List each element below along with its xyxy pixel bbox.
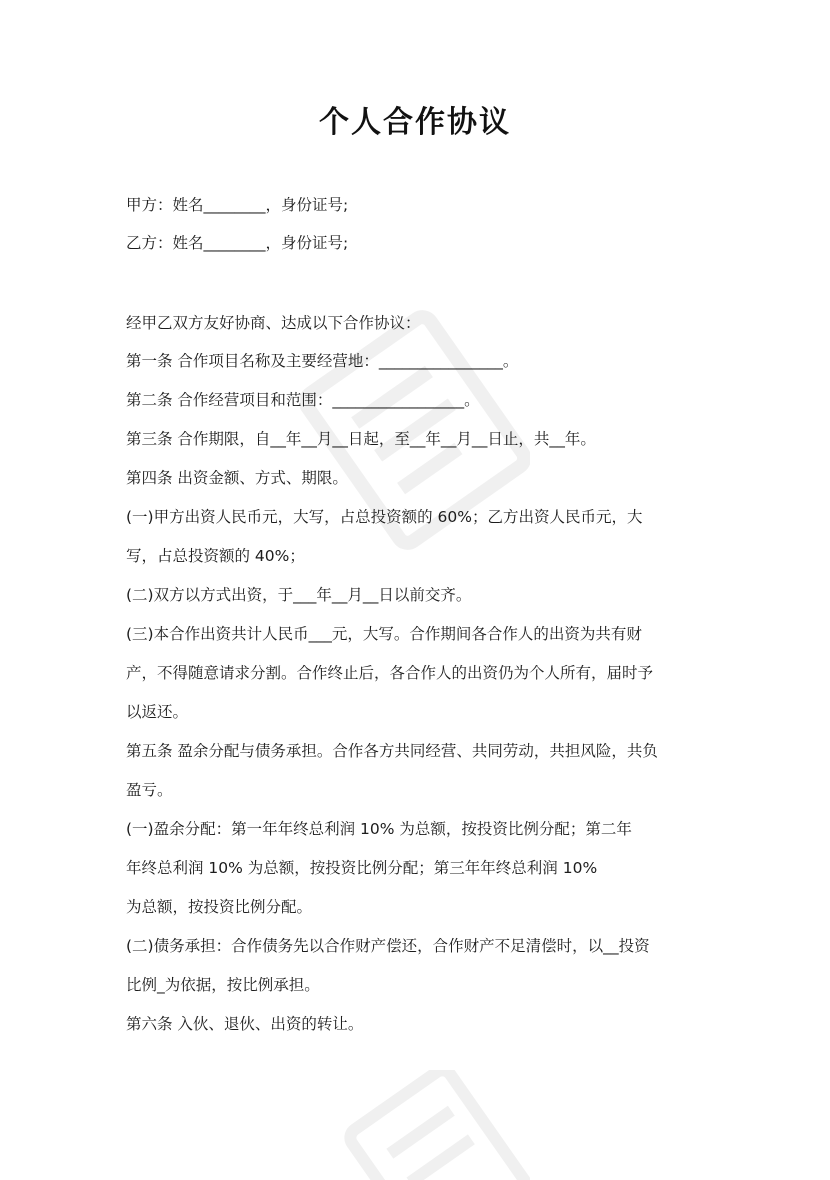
article-5-item-1-line-1: (一)盈余分配：第一年年终总利润 10% 为总额，按投资比例分配；第二年 [126, 820, 632, 838]
watermark-logo-icon-bottom [330, 1070, 530, 1180]
article-4-item-3-line-1: (三)本合作出资共计人民币___元，大写。合作期间各合作人的出资为共有财 [126, 625, 642, 643]
article-3: 第三条 合作期限，自__年__月__日起，至__年__月__日止，共__年。 [126, 430, 596, 448]
article-2: 第二条 合作经营项目和范围：_________________。 [126, 391, 480, 409]
party-b-line: 乙方：姓名________，身份证号; [126, 234, 349, 252]
article-5-item-1-line-2: 年终总利润 10% 为总额，按投资比例分配；第三年年终总利润 10% [126, 859, 598, 877]
article-4-item-3-line-2: 产，不得随意请求分割。合作终止后，各合作人的出资仍为个人所有，届时予 [126, 664, 654, 682]
article-4: 第四条 出资金额、方式、期限。 [126, 469, 348, 487]
article-5-item-2-line-1: (二)债务承担：合作债务先以合作财产偿还，合作财产不足清偿时，以__投资 [126, 937, 650, 955]
article-4-item-3-line-3: 以返还。 [126, 703, 189, 721]
article-4-item-1-line-2: 写，占总投资额的 40%； [126, 547, 305, 565]
article-4-item-2: (二)双方以方式出资，于___年__月__日以前交齐。 [126, 586, 472, 604]
article-5-item-2-line-2: 比例_为依据，按比例承担。 [126, 976, 320, 994]
article-1: 第一条 合作项目名称及主要经营地：________________。 [126, 352, 519, 370]
article-5-line-2: 盈亏。 [126, 781, 173, 799]
article-4-item-1-line-1: (一)甲方出资人民币元，大写，占总投资额的 60%；乙方出资人民币元，大 [126, 508, 643, 526]
document-title: 个人合作协议 [319, 105, 511, 140]
article-6: 第六条 入伙、退伙、出资的转让。 [126, 1015, 364, 1033]
intro-line: 经甲乙双方友好协商、达成以下合作协议： [126, 314, 421, 332]
article-5-line-1: 第五条 盈余分配与债务承担。合作各方共同经营、共同劳动，共担风险，共负 [126, 742, 658, 760]
party-a-line: 甲方：姓名________，身份证号; [126, 196, 349, 214]
article-5-item-1-line-3: 为总额，按投资比例分配。 [126, 898, 313, 916]
